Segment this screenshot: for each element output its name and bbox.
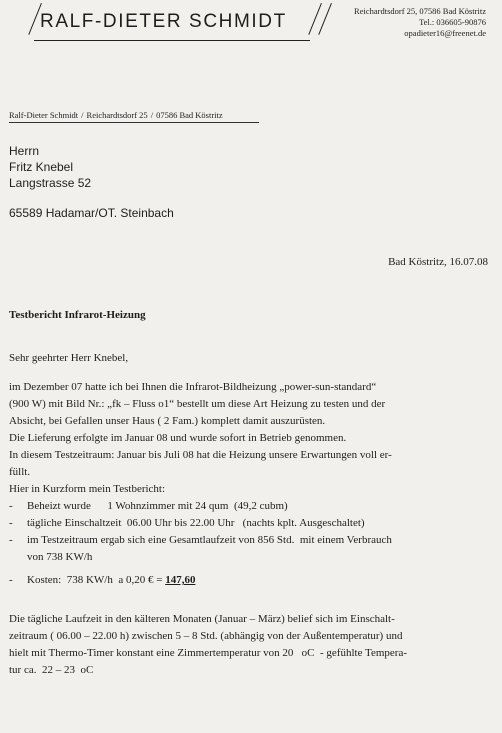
bullet-text: Beheizt wurde 1 Wohnzimmer mit 24 qum (49,2 cubm) — [27, 500, 288, 512]
bullet-runtime — [9, 532, 493, 549]
recipient-salutation: Herrn — [9, 144, 40, 158]
bullet-text: im Testzeitraum ergab sich eine Gesamtlaufzeit von 856 Std. mit einem Verbrauch — [27, 534, 392, 546]
letter-body — [9, 350, 493, 679]
paragraph2-line4: tur ca. 22 – 23 oC — [9, 664, 94, 676]
paragraph1-line5: In diesem Testzeitraum: Januar bis Juli 08 hat die Heizung unsere Erwartungen voll er- — [9, 449, 392, 461]
paragraph1-line1: im Dezember 07 hatte ich bei Ihnen die Infrarot-Bildheizung „power-sun-standard“ — [9, 381, 377, 393]
sender-email: opadieter16@freenet.de — [404, 28, 486, 38]
paragraph2-line3: hielt mit Thermo-Timer konstant eine Zimmertemperatur von 20 oC - gefühlte Tempera- — [9, 647, 407, 659]
greeting: Sehr geehrter Herr Knebel, — [9, 352, 129, 364]
letter-subject: Testbericht Infrarot-Heizung — [9, 309, 146, 321]
costs-calculation: Kosten: 738 KW/h a 0,20 € = — [27, 574, 166, 586]
paragraph1-line7: Hier in Kurzform mein Testbericht: — [9, 483, 166, 495]
paragraph2-line1: Die tägliche Laufzeit in den kälteren Monaten (Januar – März) belief sich im Einschalt- — [9, 613, 395, 625]
letter-date: Bad Köstritz, 16.07.08 — [388, 256, 488, 268]
bullet-costs — [9, 572, 493, 589]
bullet-dash: - — [9, 517, 13, 529]
bullet-dash: - — [9, 574, 13, 586]
sender-contact — [354, 6, 486, 39]
costs-total: 147,60 — [165, 574, 196, 586]
return-address-line: Ralf-Dieter Schmidt / Reichardtsdorf 25 / 07586 Bad Köstritz — [9, 110, 223, 120]
sender-name: RALF-DIETER SCHMIDT — [40, 11, 287, 32]
return-city: 07586 Bad Köstritz — [156, 110, 223, 120]
bullet-text: tägliche Einschaltzeit 06.00 Uhr bis 22.00 Uhr (nachts kplt. Ausgeschaltet) — [27, 517, 365, 529]
paragraph1-line4: Die Lieferung erfolgte im Januar 08 und wurde sofort in Betrieb genommen. — [9, 432, 347, 444]
letterhead-slash-right-2 — [318, 3, 332, 35]
recipient-street: Langstrasse 52 — [9, 176, 92, 190]
bullet-daily-time — [9, 515, 493, 532]
letterhead-rule — [34, 40, 310, 41]
recipient-name: Fritz Knebel — [9, 160, 74, 174]
return-address-rule — [9, 122, 259, 123]
paragraph2-line2: zeitraum ( 06.00 – 22.00 h) zwischen 5 – 8 Std. (abhängig von der Außentemperatur) und — [9, 630, 403, 642]
paragraph1-line3: Absicht, bei Gefallen unser Haus ( 2 Fam.) komplett damit auszurüsten. — [9, 415, 326, 427]
sender-phone: Tel.: 036605-90876 — [419, 17, 486, 27]
paragraph1-line2: (900 W) mit Bild Nr.: „fk – Fluss o1“ bestellt um diese Art Heizung zu testen und der — [9, 398, 386, 410]
recipient-city: 65589 Hadamar/OT. Steinbach — [9, 206, 174, 220]
bullet-runtime-continued: von 738 KW/h — [27, 551, 93, 563]
return-name: Ralf-Dieter Schmidt — [9, 110, 79, 120]
sender-address: Reichardtsdorf 25, 07586 Bad Köstritz — [354, 6, 486, 16]
return-street: Reichardtsdorf 25 — [86, 110, 148, 120]
bullet-dash: - — [9, 500, 13, 512]
paragraph1-line6: füllt. — [9, 466, 31, 478]
bullet-dash: - — [9, 534, 13, 546]
recipient-block — [9, 143, 174, 221]
bullet-heated-room — [9, 498, 493, 515]
